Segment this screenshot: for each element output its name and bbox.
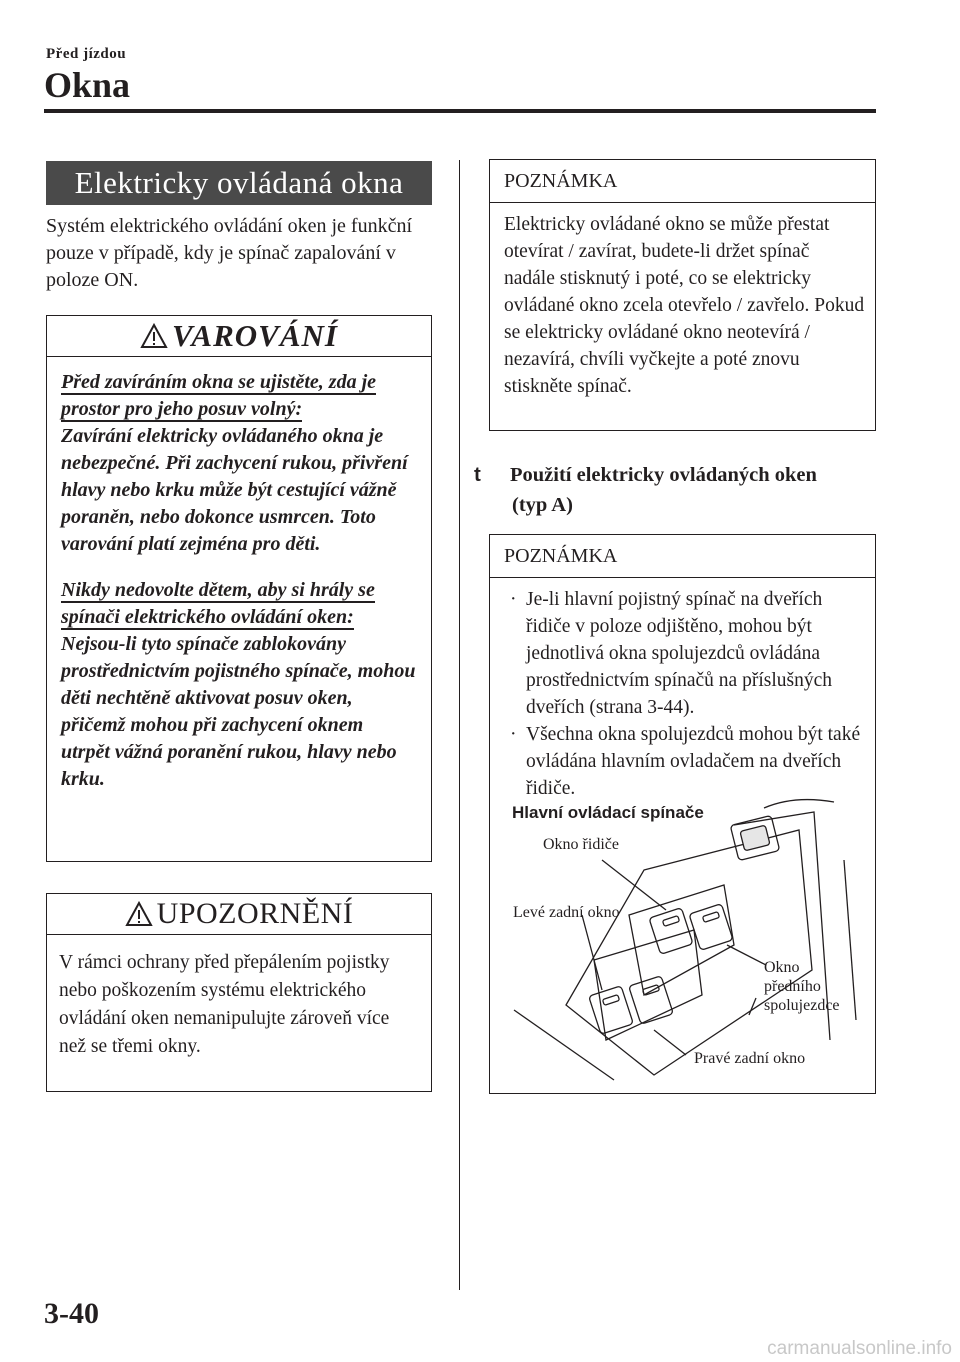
caution-box [46,893,432,1092]
warning-item-lead: Nikdy nedovolte dětem, aby si hrály se spínači elektrického ovládání oken: [61,579,375,628]
subsection-symbol: t [474,463,481,486]
column-divider [459,160,460,1290]
caution-header [47,894,431,935]
warning-box [46,315,432,862]
section-intro: Systém elektrického ovládání oken je funkční pouze v případě, kdy je spínač zapalování v poloze ON. [46,215,413,291]
note-text: Elektricky ovládané okno se může přestat otevírat / zavírat, budete-li držet spínač nadále stisknutý i poté, co se elektricky ovládané okno zcela otevřelo / zavřelo. Pokud se elektricky ovládané okno neotevírá / nezavírá, chvíli vyčkejte a poté znovu stiskněte spínač. [504,214,865,397]
caution-title: UPOZORNĚNÍ [156,897,354,930]
window-switch-illustration [494,790,874,1090]
warning-item-text: Nejsou-li tyto spínače zablokovány prostřednictvím pojistného spínače, mohou děti nechtěně aktivovat posuv oken, přičemž mohou při zachycení oknem utrpět vážná poranění rukou, hlavy nebo krku. [61,633,416,790]
subsection-title-line2: (typ A) [512,494,573,516]
note-box [489,159,876,431]
note-header [490,535,875,578]
label-driver-window: Okno řidiče [543,836,619,853]
warning-triangle-icon [125,901,153,927]
watermark: carmanualsonline.info [767,1338,952,1359]
subsection-title [474,460,817,520]
warning-item-text: Zavírání elektricky ovládaného okna je nebezpečné. Při zachycení rukou, přivření hlavy nebo krku může být cestující vážně poraněn, nebo dokonce usmrcen. Toto varování platí zejména pro děti. [61,425,408,555]
warning-header [47,316,431,357]
warning-item [61,577,417,793]
caution-text: V rámci ochrany před přepálením pojistky nebo poškozením systému elektrického ovládání oken nemanipulujte zároveň více než se třemi okny. [59,952,390,1057]
note-bullet: · Všechna okna spolujezdců mohou být také ovládána hlavním ovladačem na dveřích řidiče. [510,724,861,799]
breadcrumb: Před jízdou [46,46,127,62]
label-rear-left-window: Levé zadní okno [513,904,620,921]
chapter-title: Okna [44,65,131,105]
subsection-title-line1: Použití elektricky ovládaných oken [510,464,817,486]
note-title: POZNÁMKA [504,544,618,567]
note-bullet: · Je-li hlavní pojistný spínač na dveřích řidiče v poloze odjištěno, mohou být jednotlivá okna spolujezdců ovládána prostřednictvím spínačů na příslušných dveřích (strana 3-44). [510,589,832,718]
chapter-rule [44,109,876,113]
label-rear-right-window: Pravé zadní okno [694,1050,806,1067]
window-switch-drawing [494,790,874,1090]
note-header [490,160,875,203]
label-front-passenger-window: Okno předního spolujezdce [764,959,840,1014]
note-title: POZNÁMKA [504,169,618,192]
warning-triangle-icon [140,323,168,349]
page-number: 3-40 [44,1297,99,1330]
warning-item [61,369,417,558]
warning-title: VAROVÁNÍ [172,318,338,353]
section-title: Elektricky ovládaná okna [46,161,432,205]
figure-title: Hlavní ovládací spínače [512,803,704,822]
warning-body [47,357,431,793]
warning-item-lead: Před zavíráním okna se ujistěte, zda je prostor pro jeho posuv volný: [61,371,376,420]
note-body [490,578,875,802]
